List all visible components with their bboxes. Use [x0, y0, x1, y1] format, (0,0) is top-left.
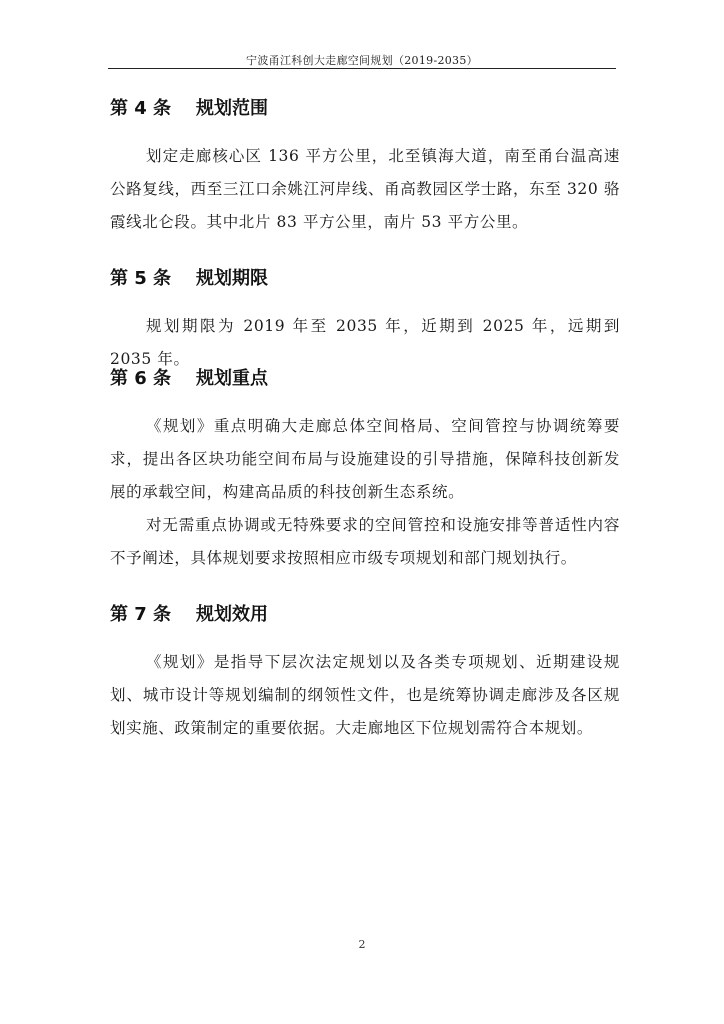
- paragraph: 《规划》是指导下层次法定规划以及各类专项规划、近期建设规划、城市设计等规划编制的纲领性文件，也是统筹协调走廊涉及各区规划实施、政策制定的重要依据。大走廊地区下位规划需符合本规划。: [110, 653, 620, 737]
- section-article-4: [110, 96, 620, 239]
- article-title: 规划效用: [196, 604, 268, 625]
- paragraph: 划定走廊核心区 136 平方公里，北至镇海大道，南至甬台温高速公路复线，西至三江口余姚江河岸线、甬高教园区学士路，东至 320 骆霞线北仑段。其中北片 83 平方公里，南片 53 平方公里。: [110, 147, 620, 231]
- paragraph: 规划期限为 2019 年至 2035 年，近期到 2025 年，远期到 2035 年。: [110, 317, 620, 368]
- section-heading: [110, 96, 620, 122]
- article-title: 规划重点: [196, 368, 268, 389]
- section-heading: [110, 366, 620, 392]
- paragraph: 《规划》重点明确大走廊总体空间格局、空间管控与协调统筹要求，提出各区块功能空间布局与设施建设的引导措施，保障科技创新发展的承载空间，构建高品质的科技创新生态系统。: [110, 417, 620, 501]
- section-article-5: [110, 266, 620, 376]
- article-number: 第 4 条: [110, 98, 172, 119]
- section-heading: [110, 266, 620, 292]
- section-article-6: [110, 366, 620, 575]
- article-title: 规划期限: [196, 268, 268, 289]
- article-title: 规划范围: [196, 98, 268, 119]
- section-article-7: [110, 602, 620, 745]
- section-heading: [110, 602, 620, 628]
- page-number: 2: [358, 938, 366, 951]
- article-number: 第 6 条: [110, 368, 172, 389]
- article-number: 第 5 条: [110, 268, 172, 289]
- running-header: 宁波甬江科创大走廊空间规划（2019-2035）: [246, 54, 478, 67]
- header-rule: [108, 68, 616, 69]
- paragraph: 对无需重点协调或无特殊要求的空间管控和设施安排等普适性内容不予阐述，具体规划要求按照相应市级专项规划和部门规划执行。: [110, 516, 620, 567]
- article-number: 第 7 条: [110, 604, 172, 625]
